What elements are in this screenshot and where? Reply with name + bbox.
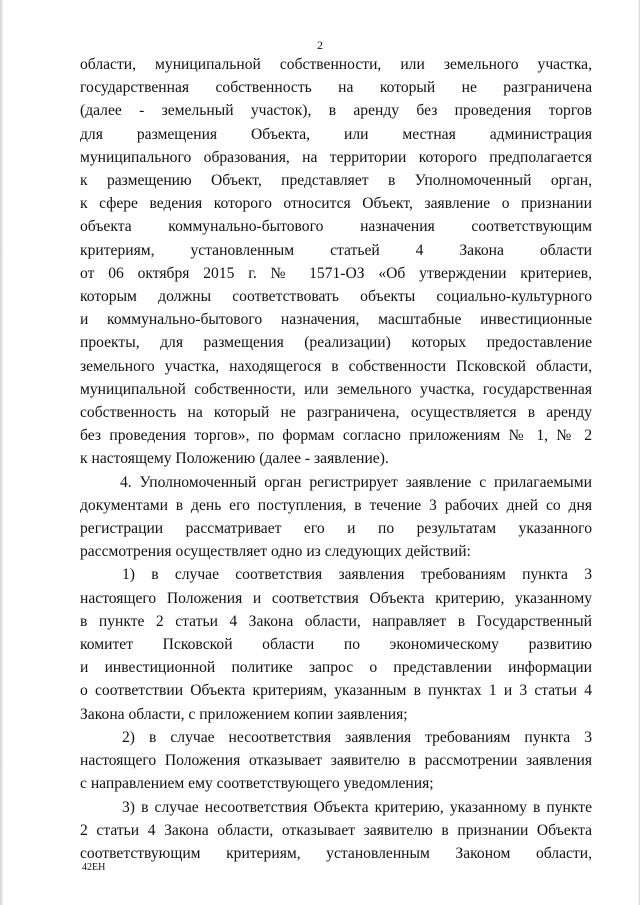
text-line: в пункте 2 статьи 4 Закона области, направляет в Государственный	[80, 612, 592, 630]
scan-edge-left	[0, 0, 3, 905]
text-line: рассмотрения осуществляет одно из следующих действий:	[80, 543, 471, 561]
text-line: проекты, для размещения (реализации) которых предоставление	[80, 334, 592, 352]
subitem-3-first-line: 3) в случае несоответствия Объекта критерию, указанному в пункте	[122, 798, 592, 816]
text-line: настоящего Положения отказывает заявителю в рассмотрении заявления	[80, 752, 592, 770]
text-line: и инвестиционной политике запрос о представлении информации	[80, 659, 592, 677]
text-line: документами в день его поступления, в течение 3 рабочих дней со дня	[80, 496, 592, 514]
text-line: (далее - земельный участок), в аренду без проведения торгов	[80, 102, 592, 120]
text-line: для размещения Объекта, или местная администрация	[80, 125, 592, 143]
page-number: 2	[317, 38, 323, 52]
text-line: регистрации рассматривает его и по результатам указанного	[80, 520, 592, 538]
text-line: соответствующим критериям, установленным Законом области,	[80, 844, 592, 862]
text-line: комитет Псковской области по экономическому развитию	[80, 636, 592, 654]
text-line: собственность на который не разграничена, осуществляется в аренду	[80, 404, 592, 422]
text-line: без проведения торгов», по формам согласно приложениям № 1, № 2	[80, 427, 592, 445]
text-line: объекта коммунально-бытового назначения соответствующим	[80, 218, 592, 236]
text-line: которым должны соответствовать объекты социально-культурного	[80, 288, 592, 306]
text-line: к сфере ведения которого относится Объект, заявление о признании	[80, 195, 592, 213]
text-line: и коммунально-бытового назначения, масштабные инвестиционные	[80, 311, 592, 329]
text-line: к настоящему Положению (далее - заявление).	[80, 450, 389, 468]
text-line: земельного участка, находящегося в собственности Псковской области,	[80, 357, 592, 375]
text-line: настоящего Положения и соответствия Объекта критерию, указанному	[80, 589, 592, 607]
text-line: государственная собственность на который не разграничена	[80, 79, 592, 97]
text-line: муниципальной собственности, или земельного участка, государственная	[80, 380, 592, 398]
text-line: к размещению Объект, представляет в Уполномоченный орган,	[80, 172, 592, 190]
subitem-2-first-line: 2) в случае несоответствия заявления требованиям пункта 3	[122, 728, 592, 746]
text-line: критериям, установленным статьей 4 Закона области	[80, 241, 592, 259]
document-code: 42ЕН	[82, 862, 106, 873]
subitem-1-first-line: 1) в случае соответствия заявления требованиям пункта 3	[122, 566, 592, 584]
text-line: о соответствии Объекта критериям, указанным в пунктах 1 и 3 статьи 4	[80, 682, 592, 700]
text-line: от 06 октября 2015 г. № 1571-ОЗ «Об утверждении критериев,	[80, 264, 592, 282]
paragraph-4-first-line: 4. Уполномоченный орган регистрирует заявление с прилагаемыми	[120, 473, 592, 491]
text-line: 2 статьи 4 Закона области, отказывает заявителю в признании Объекта	[80, 821, 592, 839]
text-line: муниципального образования, на территории которого предполагается	[80, 148, 592, 166]
text-line: с направлением ему соответствующего уведомления;	[80, 775, 434, 793]
document-body	[80, 53, 592, 865]
text-line: области, муниципальной собственности, или земельного участка,	[80, 56, 592, 73]
text-line: Закона области, с приложением копии заявления;	[80, 705, 408, 723]
